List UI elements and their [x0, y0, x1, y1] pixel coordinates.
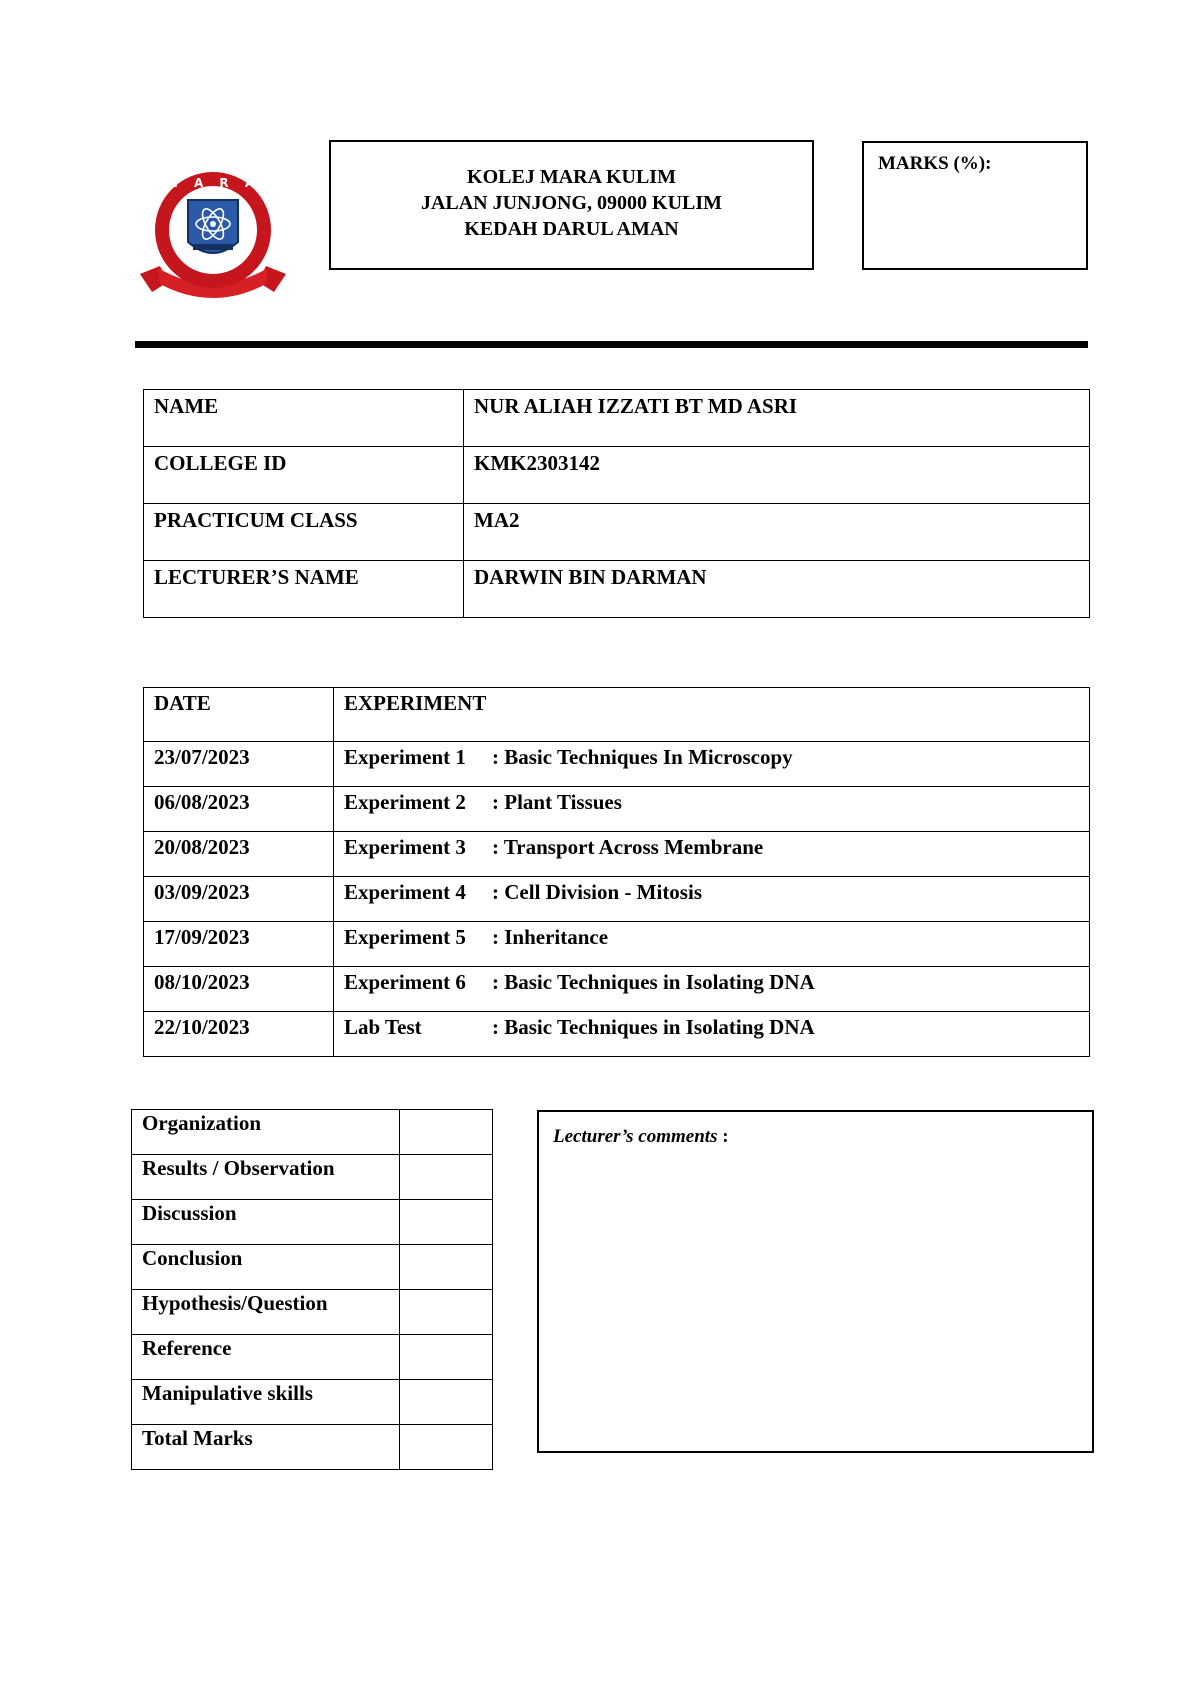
criterion-label: Total Marks — [132, 1425, 400, 1470]
student-field-label: LECTURER’S NAME — [144, 561, 464, 618]
criterion-label: Conclusion — [132, 1245, 400, 1290]
criterion-label: Hypothesis/Question — [132, 1290, 400, 1335]
header-divider — [135, 341, 1088, 348]
criterion-score-cell[interactable] — [400, 1155, 493, 1200]
experiment-title: : Basic Techniques in Isolating DNA — [492, 970, 815, 994]
experiment-column-header: EXPERIMENT — [334, 688, 1090, 742]
student-info-table — [143, 389, 1090, 618]
experiment-label: Experiment 5 — [344, 925, 466, 949]
table-row — [132, 1290, 493, 1335]
experiment-date: 22/10/2023 — [144, 1012, 334, 1057]
table-row — [132, 1245, 493, 1290]
college-logo — [138, 170, 288, 305]
criterion-label: Reference — [132, 1335, 400, 1380]
experiment-date: 08/10/2023 — [144, 967, 334, 1012]
criterion-label: Manipulative skills — [132, 1380, 400, 1425]
experiment-title: : Plant Tissues — [492, 790, 622, 814]
table-row — [144, 561, 1090, 618]
criterion-score-cell[interactable] — [400, 1290, 493, 1335]
criterion-score-cell[interactable] — [400, 1110, 493, 1155]
lecturer-name-value: DARWIN BIN DARMAN — [464, 561, 1090, 618]
address-line-1: KOLEJ MARA KULIM — [467, 166, 676, 188]
experiment-title: : Basic Techniques In Microscopy — [492, 745, 793, 769]
experiment-date: 03/09/2023 — [144, 877, 334, 922]
experiment-cell — [334, 742, 1090, 787]
comments-colon: : — [722, 1126, 729, 1147]
table-row — [144, 504, 1090, 561]
experiment-cell — [334, 877, 1090, 922]
table-header-row — [144, 688, 1090, 742]
experiment-title: : Basic Techniques in Isolating DNA — [492, 1015, 815, 1039]
table-row — [144, 1012, 1090, 1057]
experiment-title: : Transport Across Membrane — [492, 835, 764, 859]
table-row — [144, 390, 1090, 447]
experiment-title: : Cell Division - Mitosis — [492, 880, 702, 904]
table-row — [144, 787, 1090, 832]
criterion-label: Organization — [132, 1110, 400, 1155]
experiment-label: Experiment 4 — [344, 880, 466, 904]
marks-box[interactable] — [862, 141, 1088, 270]
table-row — [144, 742, 1090, 787]
experiment-date: 06/08/2023 — [144, 787, 334, 832]
table-row — [132, 1200, 493, 1245]
criterion-score-cell[interactable] — [400, 1335, 493, 1380]
experiment-cell — [334, 1012, 1090, 1057]
experiment-title: : Inheritance — [492, 925, 609, 949]
table-row — [144, 877, 1090, 922]
college-address-box — [329, 140, 814, 270]
experiment-label: Experiment 2 — [344, 790, 466, 814]
table-row — [132, 1425, 493, 1470]
experiment-date: 20/08/2023 — [144, 832, 334, 877]
student-name-value: NUR ALIAH IZZATI BT MD ASRI — [464, 390, 1090, 447]
experiment-label: Experiment 1 — [344, 745, 466, 769]
table-row — [144, 922, 1090, 967]
experiment-cell — [334, 787, 1090, 832]
experiment-cell — [334, 967, 1090, 1012]
criterion-score-cell[interactable] — [400, 1245, 493, 1290]
table-row — [144, 967, 1090, 1012]
table-row — [132, 1155, 493, 1200]
experiments-table — [143, 687, 1090, 1057]
experiment-date: 17/09/2023 — [144, 922, 334, 967]
experiment-date: 23/07/2023 — [144, 742, 334, 787]
marking-criteria-table — [131, 1109, 493, 1470]
student-field-label: NAME — [144, 390, 464, 447]
comments-label: Lecturer’s comments — [553, 1126, 718, 1147]
address-line-2: JALAN JUNJONG, 09000 KULIM — [420, 192, 723, 214]
table-row — [144, 447, 1090, 504]
criterion-score-cell[interactable] — [400, 1200, 493, 1245]
student-field-label: COLLEGE ID — [144, 447, 464, 504]
date-column-header: DATE — [144, 688, 334, 742]
lecturer-comments-box[interactable] — [537, 1110, 1094, 1453]
experiment-label: Experiment 3 — [344, 835, 466, 859]
experiment-cell — [334, 922, 1090, 967]
student-field-label: PRACTICUM CLASS — [144, 504, 464, 561]
practicum-class-value: MA2 — [464, 504, 1090, 561]
marks-label: MARKS (%): — [878, 153, 992, 174]
table-row — [132, 1335, 493, 1380]
experiment-label: Experiment 6 — [344, 970, 466, 994]
experiment-label: Lab Test — [344, 1015, 422, 1039]
criterion-score-cell[interactable] — [400, 1380, 493, 1425]
address-line-3: KEDAH DARUL AMAN — [464, 218, 679, 240]
criterion-label: Discussion — [132, 1200, 400, 1245]
table-row — [132, 1380, 493, 1425]
table-row — [132, 1110, 493, 1155]
college-id-value: KMK2303142 — [464, 447, 1090, 504]
total-score-cell[interactable] — [400, 1425, 493, 1470]
criterion-label: Results / Observation — [132, 1155, 400, 1200]
experiment-cell — [334, 832, 1090, 877]
logo-ring-text: M A R A — [165, 176, 261, 190]
table-row — [144, 832, 1090, 877]
